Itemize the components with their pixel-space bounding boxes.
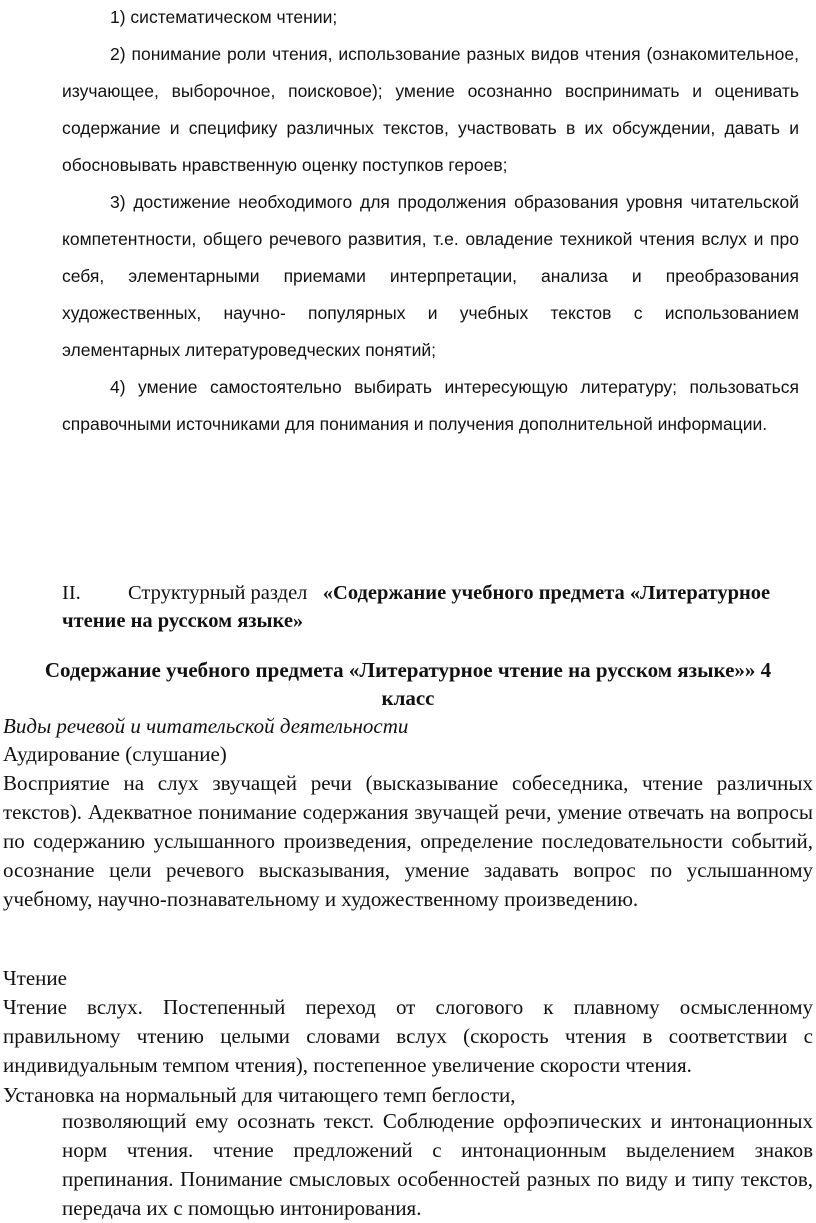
listening-heading [0,740,816,769]
reading-paragraph [0,993,816,1080]
activities-heading [0,712,816,741]
goals-list [62,0,799,443]
listening-text: Восприятие на слух звучащей речи (высказывание собеседника, чтение различных текстов). Адекватное понимание содержания звучащей речи, умение отвечать на вопросы по содержанию услышанного произведения, определение последовательности событий, осознание цели речевого высказывания, умение задавать вопрос по услышанному учебному, научно-познавательному и художественному произведению. [3,771,813,911]
goal-item-2: 2) понимание роли чтения, использование разных видов чтения (ознакомительное, изучающее, выборочное, поисковое); умение осознанно воспринимать и оценивать содержание и специфику различных текстов, участвовать в их обсуждении, давать и обосновывать нравственную оценку поступков героев; [62,44,799,175]
listening-paragraph [0,769,816,914]
activities-heading-text: Виды речевой и читательской деятельности [3,714,409,738]
reading-heading [0,964,816,993]
goal-item-3: 3) достижение необходимого для продолжения образования уровня читательской компетентности, общего речевого развития, т.е. овладение техникой чтения вслух и про себя, элементарными приемами интерпретации, анализа и преобразования художественных, научно- популярных и учебных текстов с использованием элементарных литературоведческих понятий; [62,192,799,360]
goal-item-1: 1) систематическом чтении; [110,7,338,27]
reading-paragraph-2 [0,1081,816,1110]
reading-continuation: позволяющий ему осознать текст. Соблюдение орфоэпических и интонационных норм чтения. чтение предложений с интонационным выделением знаков препинания. Понимание смысловых особенностей разных по виду и типу текстов, передача их с помощью интонирования. [62,1109,813,1220]
content-title [0,656,816,712]
content-title-text: Содержание учебного предмета «Литературное чтение на русском языке»» 4 класс [44,658,772,710]
section-label: Структурный раздел [128,582,308,604]
listening-heading-text: Аудирование (слушание) [3,742,227,766]
reading-text-2: Установка на нормальный для читающего темп беглости, [3,1083,516,1107]
goal-item-4: 4) умение самостоятельно выбирать интересующую литературу; пользоваться справочными источниками для понимания и получения дополнительной информации. [62,377,799,434]
section-title: «Содержание учебного предмета «Литературное чтение на русском языке» [62,582,771,632]
section-heading [62,579,802,635]
reading-text: Чтение вслух. Постепенный переход от слогового к плавному осмысленному правильному чтению целыми словами вслух (скорость чтения в соответствии с индивидуальным темпом чтения), постепенное увеличение скорости чтения. [3,995,813,1077]
reading-heading-text: Чтение [3,966,67,990]
section-number: II. [62,582,81,604]
